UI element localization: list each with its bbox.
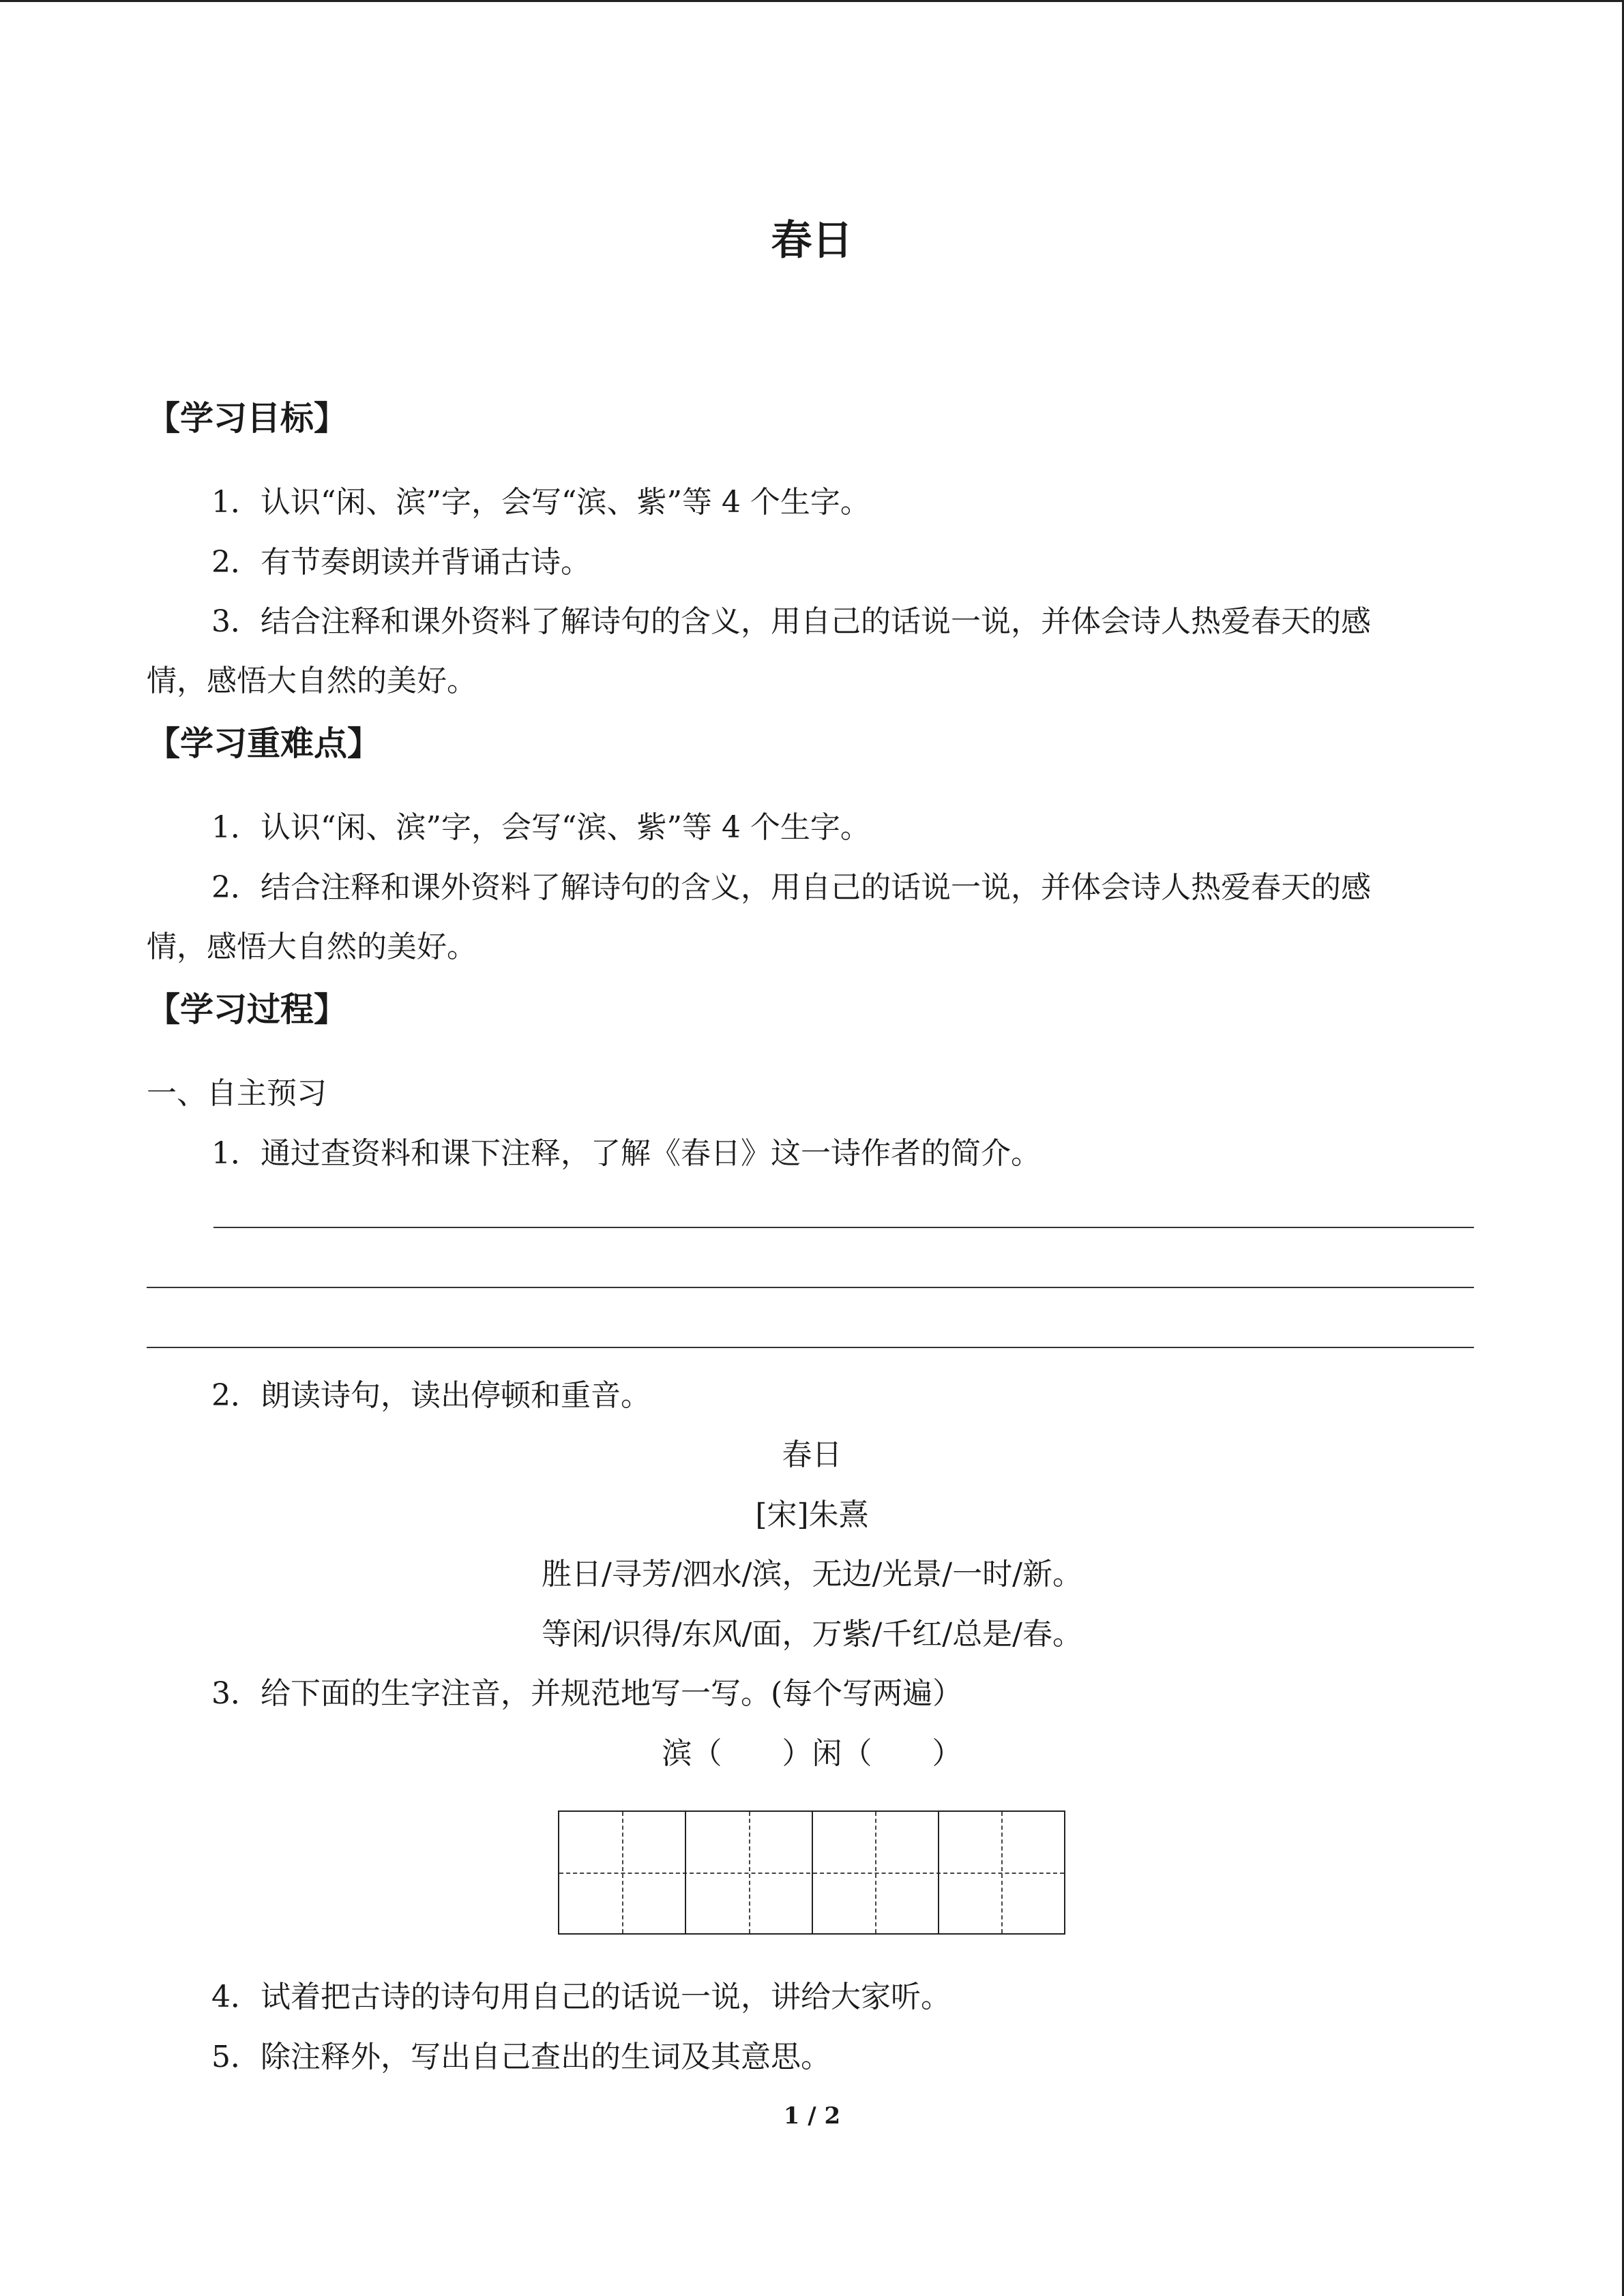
- question-1: 1．通过查资料和课下注释，了解《春日》这一诗作者的简介。: [211, 1136, 1041, 1171]
- answer-line-3[interactable]: [147, 1347, 1474, 1348]
- page-title: 春日: [771, 217, 853, 265]
- answer-line-2[interactable]: [147, 1287, 1474, 1288]
- poem-line-1: 胜日/寻芳/泗水/滨，无边/光景/一时/新。: [542, 1557, 1082, 1592]
- goal-item-3: 3．结合注释和课外资料了解诗句的含义，用自己的话说一说，并体会诗人热爱春天的感: [211, 604, 1371, 639]
- poem-title: 春日: [782, 1437, 842, 1472]
- key-point-item-2-cont: 情，感悟大自然的美好。: [147, 929, 477, 964]
- goal-item-2: 2．有节奏朗读并背诵古诗。: [211, 545, 591, 580]
- key-point-item-1: 1．认识“闲、滨”字，会写“滨、紫”等 4 个生字。: [211, 810, 870, 845]
- heading-learning-process: 【学习过程】: [147, 990, 348, 1029]
- grid-box-3-guide: [875, 1812, 876, 1933]
- writing-grid[interactable]: [558, 1810, 1065, 1935]
- heading-learning-goals: 【学习目标】: [147, 399, 348, 438]
- grid-divider-2: [812, 1812, 813, 1933]
- page-indicator: 1 / 2: [783, 2102, 841, 2130]
- grid-box-1-guide: [622, 1812, 623, 1933]
- answer-line-1[interactable]: [213, 1227, 1474, 1228]
- question-2: 2．朗读诗句，读出停顿和重音。: [211, 1378, 651, 1413]
- pinyin-prompt: 滨（ ）闲（ ）: [662, 1736, 962, 1771]
- subheading-self-preview: 一、自主预习: [147, 1076, 327, 1111]
- grid-box-2-guide: [749, 1812, 750, 1933]
- poem-line-2: 等闲/识得/东风/面，万紫/千红/总是/春。: [542, 1617, 1082, 1652]
- goal-item-1: 1．认识“闲、滨”字，会写“滨、紫”等 4 个生字。: [211, 485, 870, 520]
- heading-key-points: 【学习重难点】: [147, 724, 381, 763]
- goal-item-3-cont: 情，感悟大自然的美好。: [147, 664, 477, 698]
- key-point-item-2: 2．结合注释和课外资料了解诗句的含义，用自己的话说一说，并体会诗人热爱春天的感: [211, 870, 1371, 905]
- grid-box-4-guide: [1001, 1812, 1003, 1933]
- question-5: 5．除注释外，写出自己查出的生词及其意思。: [211, 2040, 831, 2074]
- grid-divider-3: [938, 1812, 939, 1933]
- poem-author: [宋]朱熹: [755, 1497, 869, 1532]
- question-4: 4．试着把古诗的诗句用自己的话说一说，讲给大家听。: [211, 1980, 951, 2014]
- grid-divider-1: [685, 1812, 686, 1933]
- question-3: 3．给下面的生字注音，并规范地写一写。(每个写两遍）: [211, 1676, 963, 1711]
- page-border-top: [0, 0, 1624, 2]
